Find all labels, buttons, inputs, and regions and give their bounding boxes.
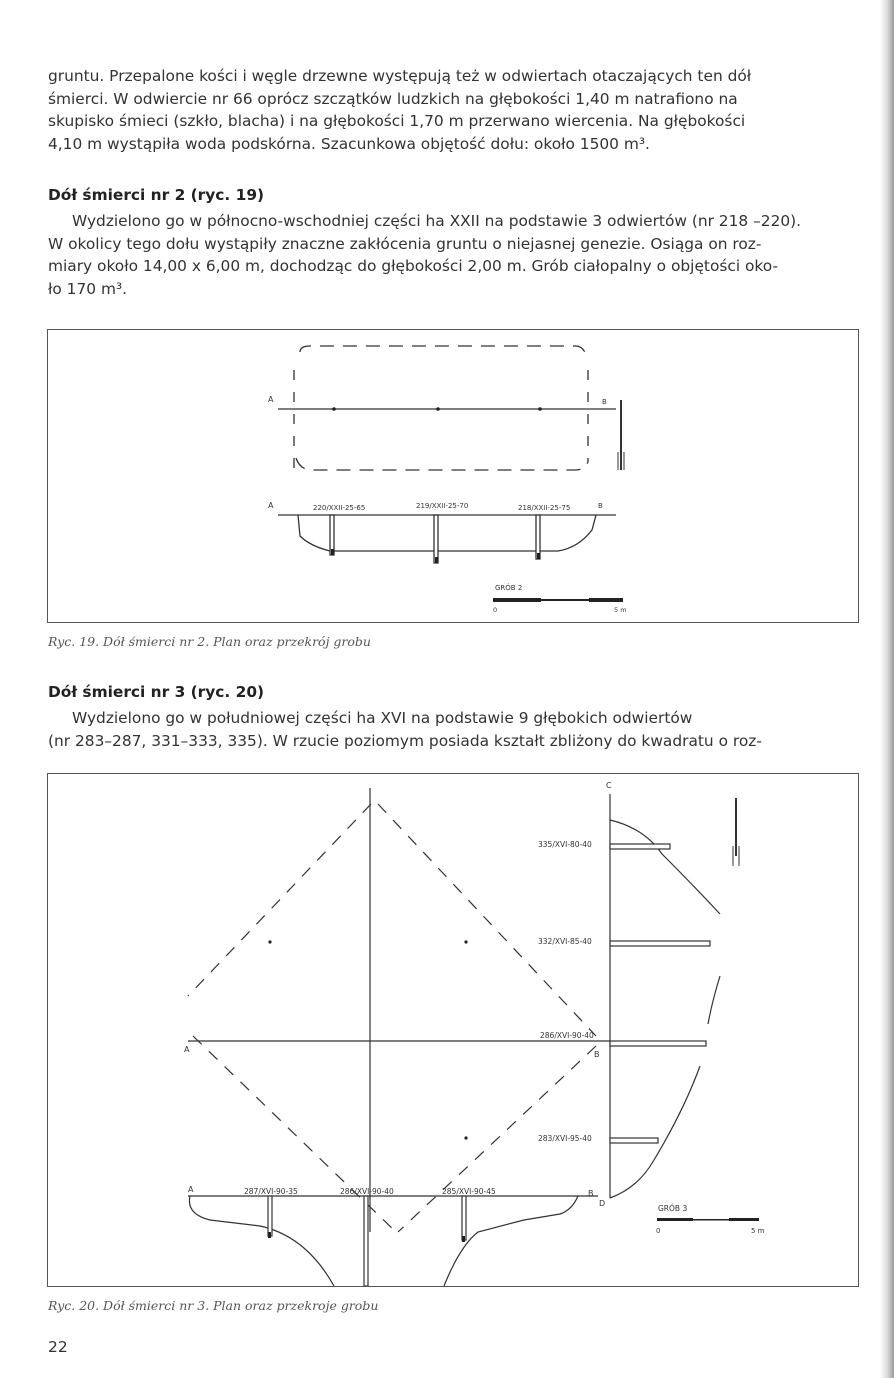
section-heading-pit-2: Dół śmierci nr 2 (ryc. 19) (48, 186, 265, 204)
plan-outline-top (300, 346, 586, 354)
bore-column (536, 515, 540, 559)
scale-title: GRÓB 3 (658, 1204, 688, 1213)
page-edge-shadow (880, 0, 894, 1378)
profile-pit-left (189, 1196, 334, 1286)
bore-column (462, 1196, 466, 1240)
scale-bar-segment (657, 1218, 693, 1221)
bore-point (332, 407, 336, 411)
plan-label-a: A (268, 395, 274, 404)
bore-point (268, 940, 271, 943)
bore-label: 285/XVI-90-45 (442, 1187, 496, 1196)
text-line: Wydzielono go w północno-wschodniej części ha XXII na podstawie 3 odwiertów (nr 218 –220). (72, 212, 802, 230)
bore-label: 287/XVI-90-35 (244, 1187, 298, 1196)
bore-column (268, 1196, 272, 1236)
text-line: miary około 14,00 x 6,00 m, dochodząc do głębokości 2,00 m. Grób ciałopalny o objętości oko- (48, 257, 779, 275)
scale-start-label: 0 (493, 606, 498, 614)
figure-19-drawing (48, 330, 858, 622)
scale-end-label: 5 m (751, 1227, 765, 1235)
section-heading-pit-3: Dół śmierci nr 3 (ryc. 20) (48, 683, 265, 701)
intro-paragraph (48, 65, 858, 155)
bore-column (434, 515, 438, 563)
plan-outline-nw (188, 804, 371, 996)
figure-20 (47, 773, 859, 1287)
bore-column (610, 941, 710, 946)
bore-column (610, 1041, 706, 1046)
bore-label: 219/XXII-25-70 (416, 502, 469, 510)
section-2-paragraph (48, 210, 858, 300)
bore-label: 220/XXII-25-65 (313, 504, 366, 512)
bore-label: 283/XVI-95-40 (538, 1134, 592, 1143)
profile-label-c: C (606, 781, 612, 790)
text-line: 4,10 m wystąpiła woda podskórna. Szacunkowa objętość dołu: około 1500 m³. (48, 134, 650, 153)
bore-column (610, 844, 670, 849)
profile-label-b: B (598, 502, 603, 510)
bore-column (610, 1138, 658, 1143)
page-number: 22 (48, 1338, 68, 1356)
scale-start-label: 0 (656, 1227, 661, 1235)
bore-point (436, 407, 440, 411)
text-line: (nr 283–287, 331–333, 335). W rzucie poziomym posiada kształt zbliżony do kwadratu o roz- (48, 731, 762, 750)
plan-label-a: A (184, 1045, 190, 1054)
section-3-paragraph (48, 707, 858, 752)
bore-point (464, 940, 467, 943)
plan-label-b: B (602, 398, 607, 406)
plan-label-b: B (594, 1050, 600, 1059)
bore-label: 332/XVI-85-40 (538, 937, 592, 946)
profile-cd-lower (610, 1066, 700, 1198)
profile-cd-mid (708, 976, 720, 1024)
profile-label-d: D (599, 1199, 606, 1208)
profile-cd-upper (610, 820, 720, 914)
profile-pit-outline (298, 515, 596, 551)
text-line: Wydzielono go w południowej części ha XVI na podstawie 9 głębokich odwiertów (72, 709, 693, 727)
figure-20-caption: Ryc. 20. Dół śmierci nr 3. Plan oraz przekroje grobu (48, 1298, 379, 1313)
figure-19 (47, 329, 859, 623)
scale-title: GRÓB 2 (495, 584, 523, 592)
bore-label: 286/XVI-90-40 (340, 1187, 394, 1196)
text-line: śmierci. W odwiercie nr 66 oprócz szczątków ludzkich na głębokości 1,40 m natrafiono na (48, 89, 738, 108)
bore-point (464, 1136, 467, 1139)
bore-label: 218/XXII-25-75 (518, 504, 571, 512)
bore-point (538, 407, 542, 411)
text-line: W okolicy tego dołu wystąpiły znaczne zakłócenia gruntu o niejasnej genezie. Osiąga on roz- (48, 234, 762, 253)
bore-label: 335/XVI-80-40 (538, 840, 592, 849)
plan-outline-ne (378, 804, 596, 1036)
scale-bar-segment (493, 598, 541, 602)
section-label-b: B (588, 1189, 594, 1198)
section-label-a: A (188, 1185, 194, 1194)
bore-column (364, 1196, 368, 1286)
text-line: gruntu. Przepalone kości i węgle drzewne występują też w odwiertach otaczających ten dół (48, 67, 752, 85)
bore-label: 286/XVI-90-40 (540, 1031, 594, 1040)
profile-label-a: A (268, 501, 274, 510)
figure-19-caption: Ryc. 19. Dół śmierci nr 2. Plan oraz przekrój grobu (48, 634, 371, 649)
text-line: skupisko śmieci (szkło, blacha) i na głębokości 1,70 m przerwano wiercenia. Na głębokości (48, 112, 746, 130)
text-line: ło 170 m³. (48, 279, 128, 298)
figure-20-drawing (48, 774, 858, 1286)
scale-end-label: 5 m (614, 606, 627, 614)
plan-outline-bottom (296, 458, 588, 470)
